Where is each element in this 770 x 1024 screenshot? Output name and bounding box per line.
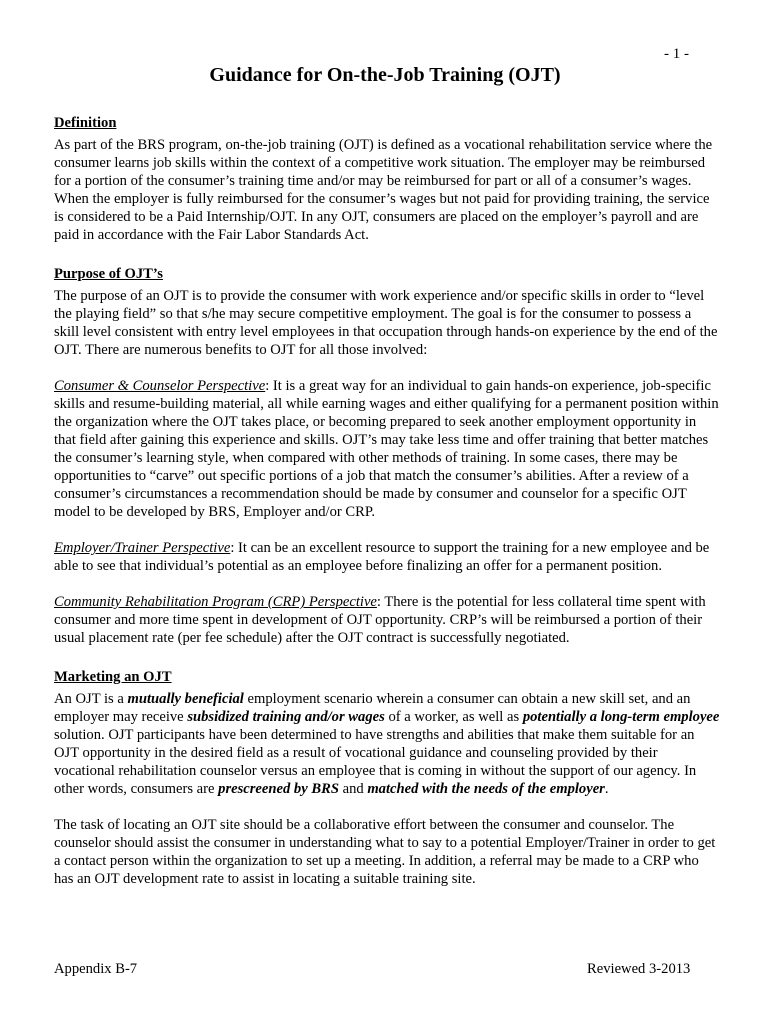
- marketing-text-e: of a worker, as well as: [384, 709, 523, 725]
- marketing-paragraph-1: [54, 690, 720, 798]
- definition-paragraph: As part of the BRS program, on-the-job training (OJT) is defined as a vocational rehabilitation service where the consumer learns job skills within the context of a competitive work situation. The employer may be reimbursed for a portion of the consumer’s training time and/or may be reimbursed for part or all of a consumer’s wages. When the employer is fully reimbursed for the consumer’s wages but not paid for providing training, the service is considered to be a Paid Internship/OJT. In any OJT, consumers are placed on the employer’s payroll and are paid in accordance with the Fair Labor Standards Act.: [54, 137, 713, 243]
- footer-reviewed: Reviewed 3-2013: [587, 961, 691, 977]
- definition-section: [54, 114, 720, 244]
- marketing-text-a: An OJT is a: [54, 691, 128, 707]
- page-title: Guidance for On-the-Job Training (OJT): [209, 64, 561, 86]
- emphasis-prescreened: prescreened by BRS: [218, 781, 339, 797]
- emphasis-subsidized-training: subsidized training and/or wages: [187, 709, 385, 725]
- employer-perspective-label: Employer/Trainer Perspective: [54, 540, 231, 556]
- footer-appendix: Appendix B-7: [54, 961, 138, 977]
- emphasis-long-term-employee: potentially a long-term employee: [522, 709, 720, 725]
- purpose-section: [54, 265, 720, 647]
- employer-perspective-text: : It can be an excellent resource to support the training for a new employee and be able to see that individual’s potential as an employee before finalizing an offer for a permanent position.: [54, 540, 710, 574]
- emphasis-mutually-beneficial: mutually beneficial: [127, 691, 244, 707]
- document-body: [54, 114, 720, 909]
- consumer-perspective-paragraph: [54, 377, 720, 521]
- marketing-paragraph-2: The task of locating an OJT site should be a collaborative effort between the consumer and counselor. The counselor should assist the consumer in understanding what to say to a potential Employer/Trainer in order to get a contact person within the organization to set up a meeting. In addition, a referral may be made to a CRP who has an OJT development rate to assist in locating a suitable training site.: [54, 817, 716, 887]
- page-number: - 1 -: [664, 46, 689, 62]
- marketing-section: [54, 668, 720, 888]
- purpose-intro-paragraph: The purpose of an OJT is to provide the consumer with work experience and/or specific skills in order to “level the playing field” so that s/he may secure competitive employment. The goal is for the consumer to possess a skill level consistent with entry level employees in that occupation through hands-on experience by the end of the OJT. There are numerous benefits to OJT for all those involved:: [54, 288, 718, 358]
- marketing-heading: Marketing an OJT: [54, 669, 172, 685]
- consumer-perspective-label: Consumer & Counselor Perspective: [54, 378, 266, 394]
- crp-perspective-label: Community Rehabilitation Program (CRP) Perspective: [54, 594, 377, 610]
- marketing-text-g: solution. OJT participants have been determined to have strengths and abilities that make them suitable for an OJT opportunity in the desired field as a result of vocational guidance and counseling provided by their vocational rehabilitation counselor versus an employee that is coming in without the support of our agency. In other words, consumers are: [54, 727, 697, 797]
- crp-perspective-text: : There is the potential for less collateral time spent with consumer and more time spent in development of OJT opportunity. CRP’s will be reimbursed a portion of their usual placement rate (per fee schedule) after the OJT contract is successfully negotiated.: [54, 594, 706, 646]
- employer-perspective-paragraph: [54, 539, 720, 575]
- purpose-heading: Purpose of OJT’s: [54, 266, 163, 282]
- marketing-text-i: and: [338, 781, 368, 797]
- marketing-text-k: .: [604, 781, 609, 797]
- emphasis-matched-needs: matched with the needs of the employer: [367, 781, 605, 797]
- consumer-perspective-text: : It is a great way for an individual to gain hands-on experience, job-specific skills and resume-building material, all while earning wages and either qualifying for a permanent position within the organization where the OJT takes place, or becoming prepared to seek another employment opportunity in that field after gaining this experience and skills. OJT’s may take less time and offer training that better matches the consumer’s learning style, when compared with other methods of training. In some cases, there may be opportunities to “carve” out specific portions of a job that match the consumer’s abilities. After a review of a consumer’s circumstances a recommendation should be made by consumer and counselor for a specific OJT model to be developed by BRS, Employer and/or CRP.: [54, 378, 719, 520]
- definition-heading: Definition: [54, 115, 117, 131]
- crp-perspective-paragraph: [54, 593, 720, 647]
- marketing-text-c: employment scenario wherein a consumer can obtain a new skill set, and an employer may receive: [54, 691, 691, 725]
